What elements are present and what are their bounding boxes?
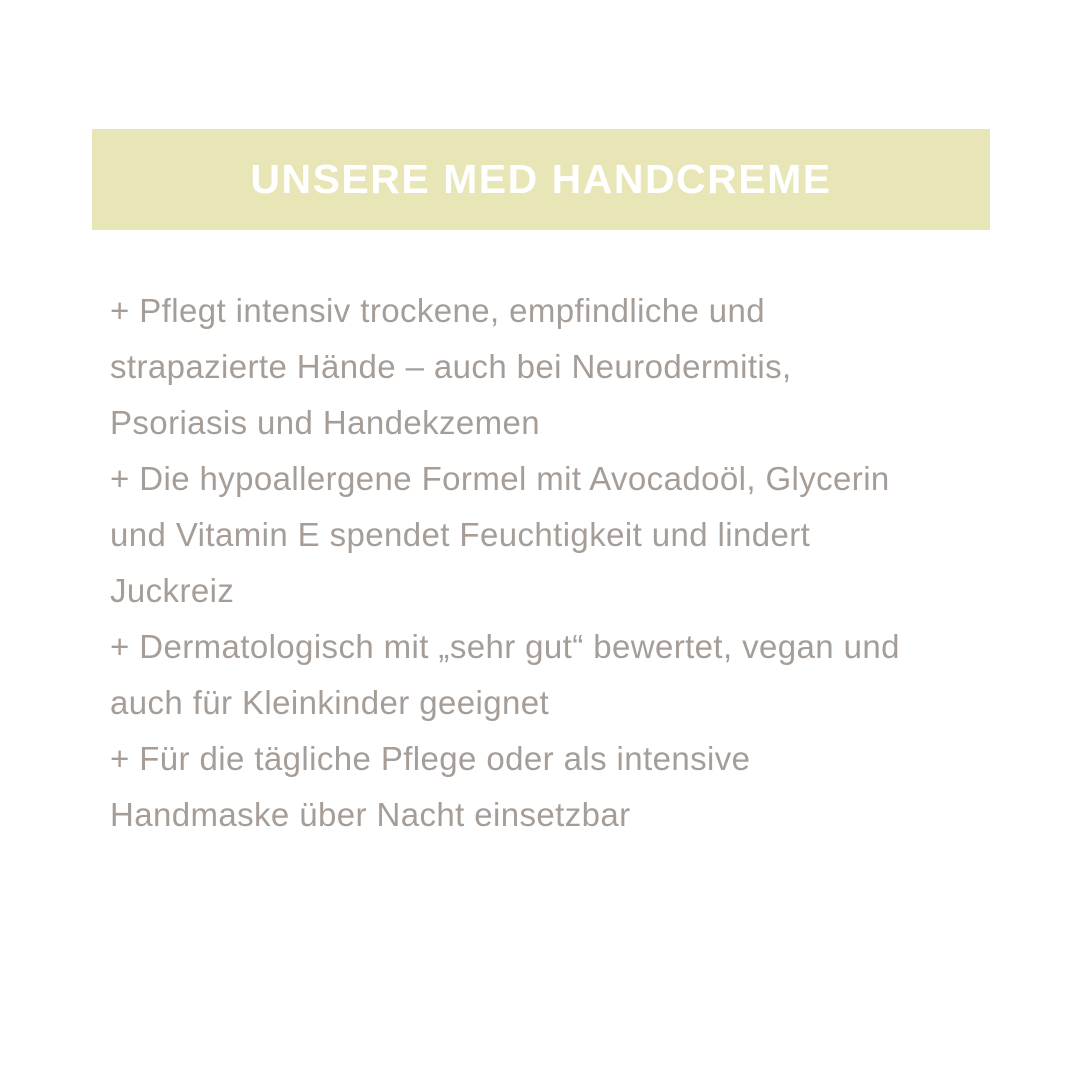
body-line: + Pflegt intensiv trockene, empfindliche und: [110, 292, 766, 329]
body-line: + Die hypoallergene Formel mit Avocadoöl, Glycerin: [110, 460, 890, 497]
body-line: + Für die tägliche Pflege oder als intensive: [110, 740, 751, 777]
body-line: auch für Kleinkinder geeignet: [110, 684, 550, 721]
body-line: und Vitamin E spendet Feuchtigkeit und lindert: [110, 516, 811, 553]
body-line: Psoriasis und Handekzemen: [110, 404, 541, 441]
body-text: [110, 283, 1010, 843]
body-line: Handmaske über Nacht einsetzbar: [110, 796, 631, 833]
banner: [92, 129, 990, 230]
banner-title: UNSERE MED HANDCREME: [250, 156, 832, 202]
body-line: + Dermatologisch mit „sehr gut“ bewertet, vegan und: [110, 628, 900, 665]
body-line: strapazierte Hände – auch bei Neurodermitis,: [110, 348, 792, 385]
body-line: Juckreiz: [110, 572, 235, 609]
